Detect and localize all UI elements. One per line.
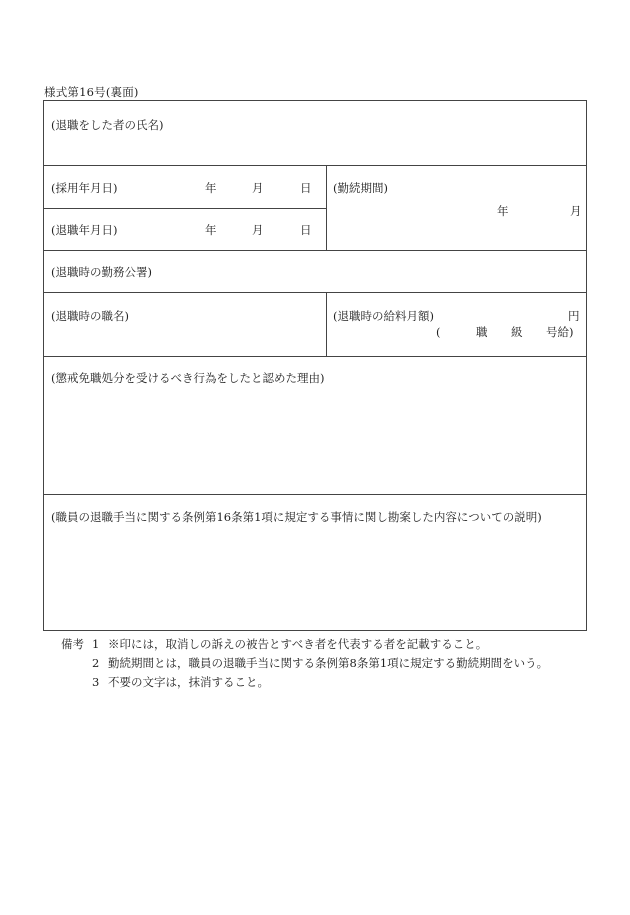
note-number: 2 bbox=[92, 656, 100, 670]
row-divider bbox=[44, 494, 586, 495]
retire-date-month: 月 bbox=[252, 223, 264, 237]
retiree-name-label: (退職をした者の氏名) bbox=[51, 118, 164, 132]
note-text: 不要の文字は，抹消すること。 bbox=[108, 675, 269, 689]
notes-label: 備考 bbox=[61, 637, 84, 651]
note-number: 3 bbox=[92, 675, 100, 689]
salary-yen: 円 bbox=[568, 309, 580, 323]
salary-label: (退職時の給料月額) bbox=[333, 309, 434, 323]
service-period-label: (勤続期間) bbox=[333, 181, 388, 195]
grade-paren-open: ( bbox=[436, 325, 441, 339]
note-text: 勤続期間とは，職員の退職手当に関する条例第8条第1項に規定する勤続期間をいう。 bbox=[108, 656, 549, 670]
row-divider bbox=[44, 208, 326, 209]
retire-date-label: (退職年月日) bbox=[51, 223, 118, 237]
hire-date-year: 年 bbox=[205, 181, 217, 195]
row-divider bbox=[44, 292, 586, 293]
service-period-year: 年 bbox=[497, 204, 509, 218]
hire-date-month: 月 bbox=[252, 181, 264, 195]
hire-date-day: 日 bbox=[300, 181, 312, 195]
grade-gokyu: 号給) bbox=[546, 325, 574, 339]
row-divider bbox=[44, 250, 586, 251]
row-divider bbox=[44, 356, 586, 357]
grade-kyu: 級 bbox=[511, 325, 523, 339]
reason-label: (懲戒免職処分を受けるべき行為をしたと認めた理由) bbox=[51, 371, 325, 385]
retirement-form bbox=[43, 100, 587, 631]
explanation-label: (職員の退職手当に関する条例第16条第1項に規定する事情に関し勘案した内容についての説明) bbox=[51, 510, 542, 524]
note-text: ※印には，取消しの訴えの被告とすべき者を代表する者を記載すること。 bbox=[108, 637, 488, 651]
column-divider bbox=[326, 165, 327, 250]
note-number: 1 bbox=[92, 637, 100, 651]
grade-shoku: 職 bbox=[476, 325, 488, 339]
retire-date-day: 日 bbox=[300, 223, 312, 237]
row-divider bbox=[44, 165, 586, 166]
service-period-month: 月 bbox=[570, 204, 582, 218]
workplace-label: (退職時の勤務公署) bbox=[51, 265, 152, 279]
retire-date-year: 年 bbox=[205, 223, 217, 237]
hire-date-label: (採用年月日) bbox=[51, 181, 118, 195]
position-label: (退職時の職名) bbox=[51, 309, 129, 323]
column-divider bbox=[326, 292, 327, 356]
form-title: 様式第16号(裏面) bbox=[44, 85, 139, 99]
